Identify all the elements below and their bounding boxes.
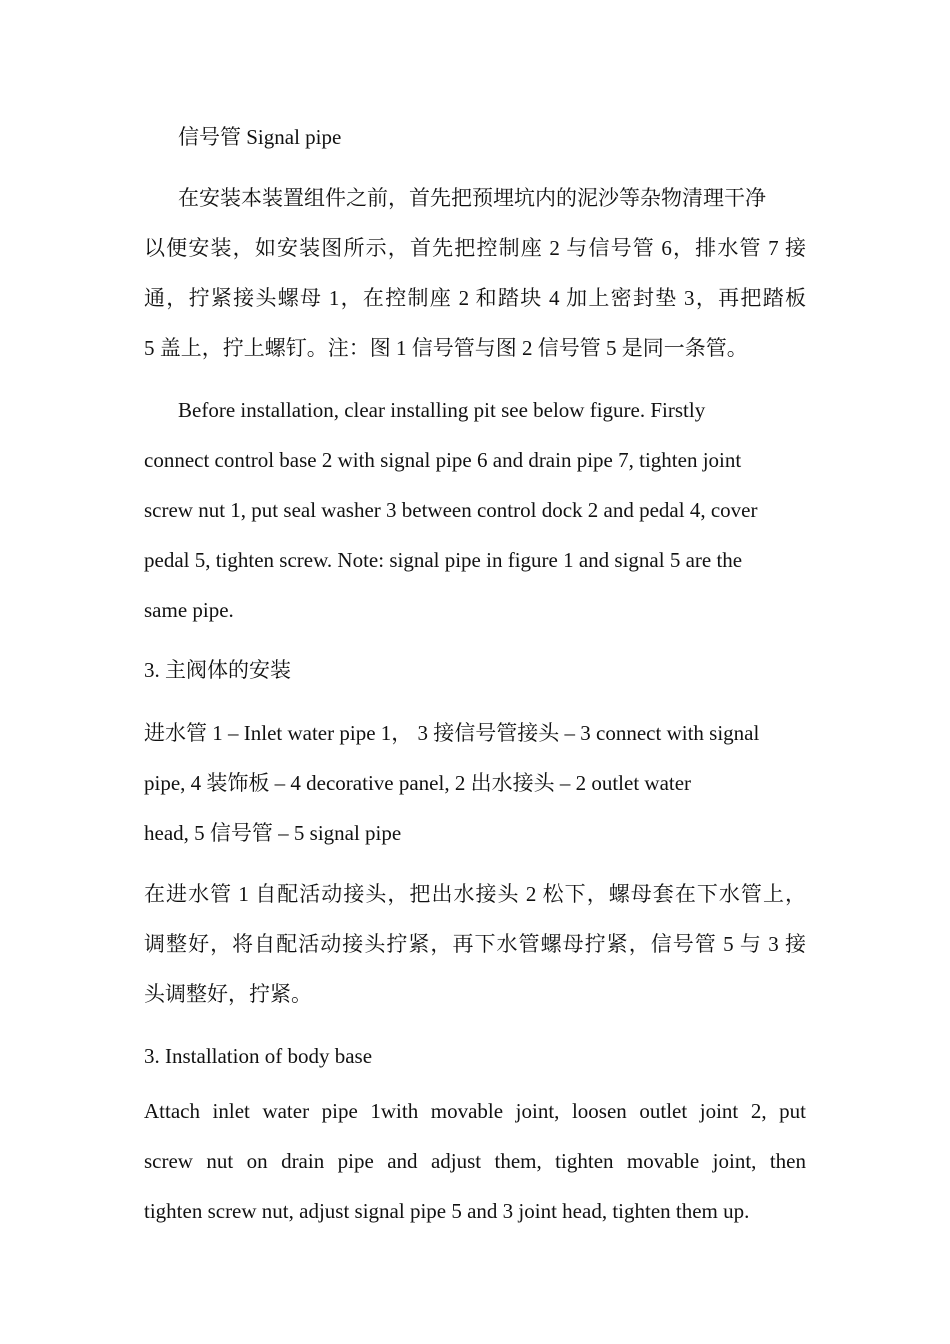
cn-para2-line: 调整好，将自配活动接头拧紧，再下水管螺母拧紧，信号管 5 与 3 接: [144, 932, 806, 956]
parts-list-line: 进水管 1 – Inlet water pipe 1， 3 接信号管接头 – 3 connect with signal: [144, 721, 760, 745]
cn-para1-line: 以便安装，如安装图所示，首先把控制座 2 与信号管 6，排水管 7 接: [144, 236, 806, 260]
en-para2-line: screw nut on drain pipe and adjust them, tighten movable joint, then: [144, 1149, 806, 1173]
cn-para2-line: 在进水管 1 自配活动接头，把出水接头 2 松下，螺母套在下水管上，: [144, 882, 806, 906]
cn-para1-line: 通，拧紧接头螺母 1，在控制座 2 和踏块 4 加上密封垫 3，再把踏板: [144, 286, 806, 310]
en-para1-line: same pipe.: [144, 598, 234, 622]
cn-para1-line: 5 盖上，拧上螺钉。注：图 1 信号管与图 2 信号管 5 是同一条管。: [144, 336, 748, 360]
section3-cn-heading: 3. 主阀体的安装: [144, 658, 291, 682]
en-para2-line: Attach inlet water pipe 1with movable joint, loosen outlet joint 2, put: [144, 1099, 806, 1123]
parts-list-line: pipe, 4 装饰板 – 4 decorative panel, 2 出水接头 – 2 outlet water: [144, 771, 692, 795]
en-para1-line: Before installation, clear installing pit see below figure. Firstly: [178, 398, 706, 422]
signal-pipe-heading: 信号管 Signal pipe: [178, 125, 342, 149]
cn-para1-line: 在安装本装置组件之前，首先把预埋坑内的泥沙等杂物清理干净: [178, 186, 766, 210]
en-para1-line: connect control base 2 with signal pipe 6 and drain pipe 7, tighten joint: [144, 448, 742, 472]
en-para1-line: screw nut 1, put seal washer 3 between control dock 2 and pedal 4, cover: [144, 498, 758, 522]
section3-en-heading: 3. Installation of body base: [144, 1044, 373, 1068]
en-para2-line: tighten screw nut, adjust signal pipe 5 and 3 joint head, tighten them up.: [144, 1199, 750, 1223]
parts-list-line: head, 5 信号管 – 5 signal pipe: [144, 821, 402, 845]
en-para1-line: pedal 5, tighten screw. Note: signal pipe in figure 1 and signal 5 are the: [144, 548, 743, 572]
cn-para2-line: 头调整好，拧紧。: [144, 982, 312, 1006]
